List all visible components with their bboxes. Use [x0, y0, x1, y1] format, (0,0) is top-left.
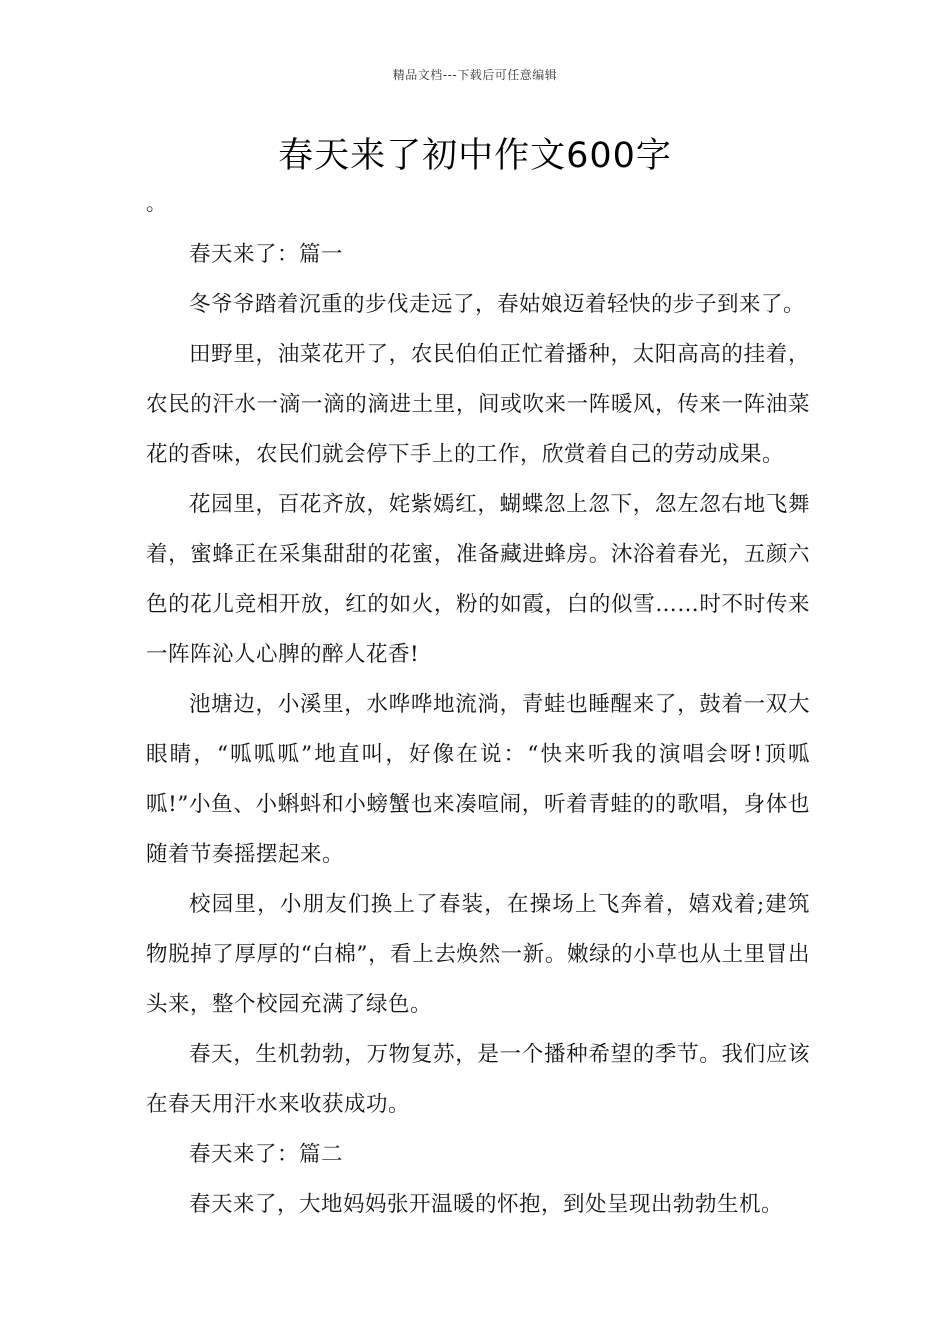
lead-punctuation: 。	[146, 191, 166, 215]
paragraph: 池塘边，小溪里，水哗哗地流淌，青蛙也睡醒来了，鼓着一双大眼睛，“呱呱呱”地直叫，好像在说：“快来听我的演唱会呀!顶呱呱!”小鱼、小蝌蚪和小螃蟹也来凑喧闹，听着青蛙的的歌唱，身体也随着节奏摇摆起来。	[146, 692, 810, 867]
section-heading-2: 春天来了：篇二	[189, 1142, 344, 1167]
page-header: 精品文档---下载后可任意编辑	[392, 68, 558, 82]
paragraph: 校园里，小朋友们换上了春装，在操场上飞奔着，嬉戏着;建筑物脱掉了厚厚的“白棉”，看上去焕然一新。嫩绿的小草也从土里冒出头来，整个校园充满了绿色。	[146, 892, 810, 1017]
paragraph: 花园里，百花齐放，姹紫嫣红，蝴蝶忽上忽下，忽左忽右地飞舞着，蜜蜂正在采集甜甜的花蜜，准备藏进蜂房。沐浴着春光，五颜六色的花儿竞相开放，红的如火，粉的如霞，白的似雪……时不时传来一阵阵沁人心脾的醉人花香!	[146, 492, 810, 667]
article-body	[146, 230, 810, 1230]
paragraph: 田野里，油菜花开了，农民伯伯正忙着播种，太阳高高的挂着，农民的汗水一滴一滴的滴进土里，间或吹来一阵暖风，传来一阵油菜花的香味，农民们就会停下手上的工作，欣赏着自己的劳动成果。	[146, 342, 810, 467]
section-heading-1: 春天来了：篇一	[189, 242, 344, 267]
page-title: 春天来了初中作文600字	[278, 136, 672, 176]
paragraph: 春天来了，大地妈妈张开温暖的怀抱，到处呈现出勃勃生机。	[189, 1192, 784, 1217]
paragraph: 冬爷爷踏着沉重的步伐走远了，春姑娘迈着轻快的步子到来了。	[189, 292, 806, 317]
paragraph: 春天，生机勃勃，万物复苏，是一个播种希望的季节。我们应该在春天用汗水来收获成功。	[146, 1042, 810, 1117]
